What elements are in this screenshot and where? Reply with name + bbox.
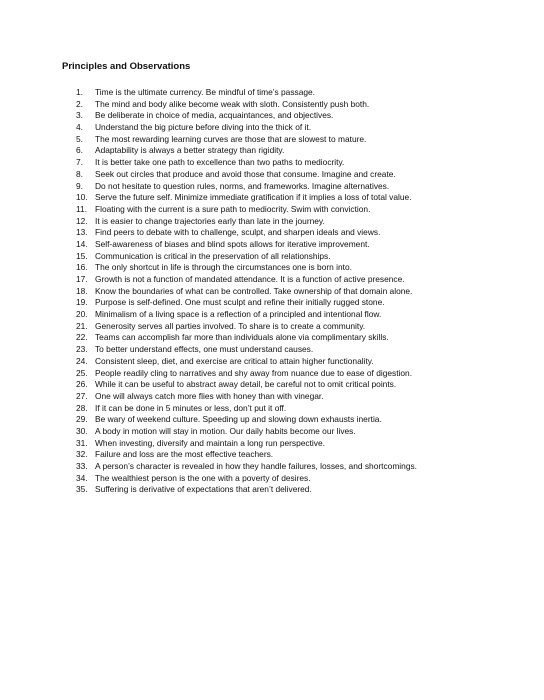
list-item-number: 31.	[76, 437, 88, 448]
list-item	[76, 99, 516, 111]
principles-list	[76, 87, 516, 496]
list-item	[76, 251, 516, 263]
list-item	[76, 181, 516, 193]
list-item	[76, 216, 516, 228]
list-item-text: To better understand effects, one must understand causes.	[95, 344, 314, 355]
list-item-text: Understand the big picture before diving into the thick of it.	[95, 122, 312, 133]
list-item-number: 35.	[76, 484, 88, 495]
list-item-text: The only shortcut in life is through the circumstances one is born into.	[95, 262, 352, 273]
list-item	[76, 473, 516, 485]
list-item	[76, 122, 516, 134]
list-item	[76, 403, 516, 415]
list-item-text: Find peers to debate with to challenge, sculpt, and sharpen ideals and views.	[95, 227, 381, 238]
list-item-number: 23.	[76, 344, 88, 355]
list-item	[76, 297, 516, 309]
list-item-text: Be wary of weekend culture. Speeding up and slowing down exhausts inertia.	[95, 414, 382, 425]
list-item-number: 22.	[76, 332, 88, 343]
list-item-number: 19.	[76, 297, 88, 308]
list-item	[76, 309, 516, 321]
list-item	[76, 321, 516, 333]
list-item-number: 11.	[76, 203, 88, 214]
list-item	[76, 192, 516, 204]
list-item	[76, 204, 516, 216]
list-item-text: Purpose is self-defined. One must sculpt and refine their initially rugged stone.	[95, 297, 385, 308]
list-item	[76, 391, 516, 403]
list-item-text: Know the boundaries of what can be controlled. Take ownership of that domain alone.	[95, 285, 413, 296]
list-item	[76, 169, 516, 181]
list-item-text: When investing, diversify and maintain a long run perspective.	[95, 437, 325, 448]
list-item-number: 33.	[76, 461, 88, 471]
list-item	[76, 368, 516, 380]
list-item-number: 32.	[76, 449, 88, 460]
list-item-text: Growth is not a function of mandated attendance. It is a function of active presence.	[95, 274, 405, 284]
list-item-number: 26.	[76, 379, 88, 390]
list-item-number: 20.	[76, 309, 88, 320]
list-item	[76, 332, 516, 344]
list-item-text: If it can be done in 5 minutes or less, don’t put it off.	[95, 402, 287, 413]
list-item-text: Time is the ultimate currency. Be mindful of time’s passage.	[95, 87, 316, 97]
list-item-number: 4.	[76, 122, 83, 133]
list-item	[76, 356, 516, 368]
list-item-number: 1.	[76, 87, 83, 97]
list-item-text: The most rewarding learning curves are those that are slowest to mature.	[95, 133, 367, 144]
list-item-number: 15.	[76, 250, 88, 261]
list-item	[76, 134, 516, 146]
list-item-text: A body in motion will stay in motion. Our daily habits become our lives.	[95, 425, 356, 436]
list-item	[76, 157, 516, 169]
list-item-text: Floating with the current is a sure path to mediocrity. Swim with conviction.	[95, 203, 371, 214]
list-item-number: 17.	[76, 274, 88, 284]
list-item-text: Consistent sleep, diet, and exercise are critical to attain higher functionality.	[95, 355, 374, 366]
list-item	[76, 227, 516, 239]
list-item-number: 14.	[76, 238, 88, 249]
list-item-text: Adaptability is always a better strategy than rigidity.	[95, 145, 285, 156]
list-item-number: 9.	[76, 180, 83, 191]
list-item-number: 27.	[76, 390, 88, 401]
list-item-text: Seek out circles that produce and avoid those that consume. Imagine and create.	[95, 168, 396, 179]
list-item-number: 2.	[76, 98, 83, 109]
list-item-text: Be deliberate in choice of media, acquaintances, and objectives.	[95, 110, 334, 121]
list-item	[76, 274, 516, 286]
list-item	[76, 484, 516, 496]
list-item-number: 13.	[76, 227, 88, 238]
list-item-text: The mind and body alike become weak with sloth. Consistently push both.	[95, 98, 370, 109]
list-item	[76, 461, 516, 473]
document-title: Principles and Observations	[62, 61, 191, 72]
list-item-text: People readily cling to narratives and shy away from nuance due to ease of digestion.	[95, 367, 413, 378]
list-item-text: The wealthiest person is the one with a poverty of desires.	[95, 472, 311, 483]
list-item	[76, 87, 516, 99]
list-item-text: Suffering is derivative of expectations that aren’t delivered.	[95, 484, 312, 495]
list-item-text: It is easier to change trajectories early than late in the journey.	[95, 215, 325, 226]
list-item-text: A person’s character is revealed in how they handle failures, losses, and shortcomings.	[95, 461, 417, 471]
list-item	[76, 426, 516, 438]
list-item-number: 34.	[76, 472, 88, 483]
list-item-text: Serve the future self. Minimize immediate gratification if it implies a loss of total value.	[95, 192, 412, 203]
list-item-number: 10.	[76, 192, 88, 203]
list-item-text: While it can be useful to abstract away detail, be careful not to omit critical points.	[95, 379, 397, 390]
list-item	[76, 344, 516, 356]
list-item-text: It is better take one path to excellence than two paths to mediocrity.	[95, 157, 345, 168]
list-item-number: 24.	[76, 355, 88, 366]
list-item-number: 21.	[76, 320, 88, 331]
list-item-text: Self-awareness of biases and blind spots allows for iterative improvement.	[95, 238, 370, 249]
list-item-number: 18.	[76, 285, 88, 296]
list-item-number: 30.	[76, 425, 88, 436]
list-item	[76, 239, 516, 251]
list-item-number: 5.	[76, 133, 83, 144]
list-item-number: 8.	[76, 168, 83, 179]
list-item-text: One will always catch more flies with honey than with vinegar.	[95, 390, 324, 401]
list-item-number: 7.	[76, 157, 83, 168]
list-item-number: 25.	[76, 367, 88, 378]
list-item	[76, 449, 516, 461]
list-item-number: 12.	[76, 215, 88, 226]
list-item-text: Communication is critical in the preservation of all relationships.	[95, 250, 331, 261]
list-item	[76, 262, 516, 274]
list-item	[76, 414, 516, 426]
list-item	[76, 438, 516, 450]
list-item-number: 16.	[76, 262, 88, 273]
list-item-number: 6.	[76, 145, 83, 156]
list-item-number: 29.	[76, 414, 88, 425]
list-item	[76, 379, 516, 391]
list-item-number: 28.	[76, 402, 88, 413]
list-item-number: 3.	[76, 110, 83, 121]
list-item-text: Do not hesitate to question rules, norms, and frameworks. Imagine alternatives.	[95, 180, 390, 191]
list-item	[76, 145, 516, 157]
list-item-text: Teams can accomplish far more than individuals alone via complimentary skills.	[95, 332, 389, 343]
list-item-text: Minimalism of a living space is a reflection of a principled and intentional flow.	[95, 309, 382, 320]
list-item-text: Generosity serves all parties involved. To share is to create a community.	[95, 320, 366, 331]
list-item	[76, 110, 516, 122]
list-item	[76, 286, 516, 298]
list-item-text: Failure and loss are the most effective teachers.	[95, 449, 274, 460]
